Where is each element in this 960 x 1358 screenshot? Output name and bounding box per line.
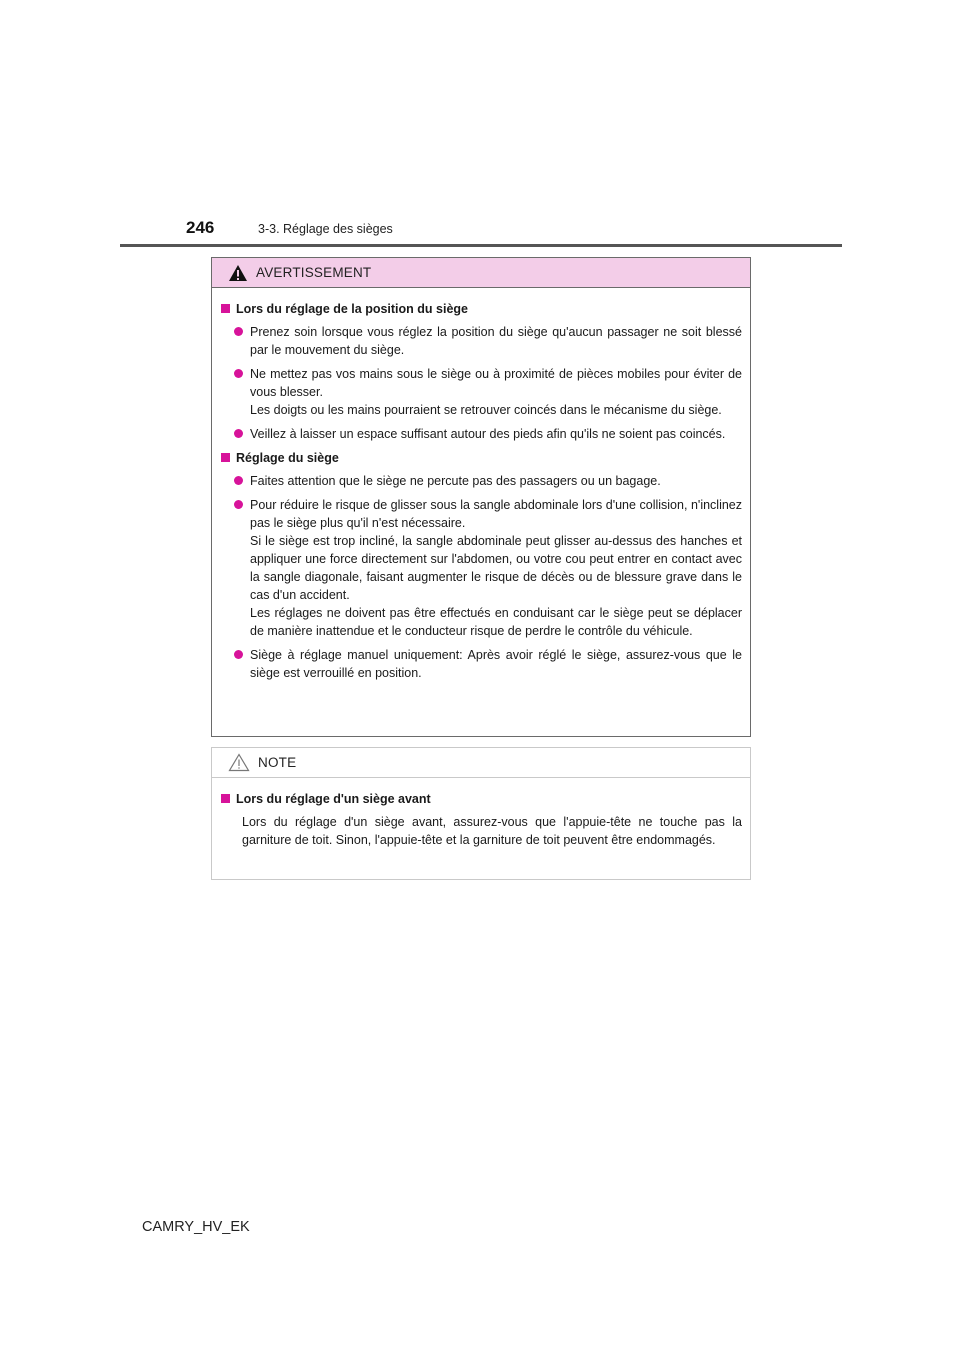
warning-heading-text: Lors du réglage de la position du siège	[236, 302, 468, 316]
square-bullet-icon	[221, 304, 230, 313]
list-item-text: Prenez soin lorsque vous réglez la position du siège qu'aucun passager ne soit blessé par le mouvement du siège.	[250, 325, 742, 357]
warning-heading	[220, 449, 742, 467]
circle-bullet-icon	[234, 369, 243, 378]
list-item-text: Pour réduire le risque de glisser sous la sangle abdominale lors d'une collision, n'inclinez pas le siège plus qu'il n'est nécessaire.	[250, 498, 742, 530]
page-number: 246	[186, 218, 215, 237]
list-item-text: Siège à réglage manuel uniquement: Après avoir réglé le siège, assurez-vous que le siège est verrouillé en position.	[250, 648, 742, 680]
square-bullet-icon	[221, 794, 230, 803]
footer-code: CAMRY_HV_EK	[142, 1219, 250, 1235]
note-box	[211, 747, 751, 880]
list-item-text: Les réglages ne doivent pas être effectués en conduisant car le siège peut se déplacer de manière inattendue et le conducteur risque de perdre le contrôle du véhicule.	[250, 606, 742, 638]
note-heading	[220, 790, 742, 808]
note-title: NOTE	[258, 755, 297, 770]
list-item	[234, 496, 742, 640]
list-item	[234, 365, 742, 419]
caution-triangle-outline-icon	[228, 753, 250, 772]
list-item	[234, 425, 742, 443]
square-bullet-icon	[221, 453, 230, 462]
warning-box	[211, 257, 751, 737]
warning-heading	[220, 300, 742, 318]
section-title: 3-3. Réglage des sièges	[258, 222, 393, 236]
list-item-text: Veillez à laisser un espace suffisant autour des pieds afin qu'ils ne soient pas coincés.	[250, 427, 726, 441]
note-header	[212, 748, 750, 778]
list-item	[234, 323, 742, 359]
header-divider	[120, 244, 842, 247]
circle-bullet-icon	[234, 429, 243, 438]
warning-heading-text: Réglage du siège	[236, 451, 339, 465]
list-item	[234, 472, 742, 490]
list-item-text: Les doigts ou les mains pourraient se retrouver coincés dans le mécanisme du siège.	[250, 403, 722, 417]
circle-bullet-icon	[234, 500, 243, 509]
circle-bullet-icon	[234, 327, 243, 336]
warning-triangle-icon	[228, 264, 248, 282]
circle-bullet-icon	[234, 650, 243, 659]
list-item-text: Si le siège est trop incliné, la sangle abdominale peut glisser au-dessus des hanches et appliquer une force directement sur l'abdomen, ou votre cou peut entrer en contact avec la sangle diagonale, faisant augmenter le risque de décès ou de blessure grave dans le cas d'un accident.	[250, 534, 742, 602]
warning-title: AVERTISSEMENT	[256, 265, 372, 280]
list-item	[234, 646, 742, 682]
note-body	[212, 778, 750, 849]
list-item-text: Ne mettez pas vos mains sous le siège ou à proximité de pièces mobiles pour éviter de vous blesser.	[250, 367, 742, 399]
note-text: Lors du réglage d'un siège avant, assurez-vous que l'appuie-tête ne touche pas la garniture de toit. Sinon, l'appuie-tête et la garniture de toit peuvent être endommagés.	[242, 815, 742, 847]
list-item-text: Faites attention que le siège ne percute pas des passagers ou un bagage.	[250, 474, 661, 488]
warning-body	[212, 288, 750, 682]
note-heading-text: Lors du réglage d'un siège avant	[236, 792, 431, 806]
warning-header	[212, 258, 750, 288]
circle-bullet-icon	[234, 476, 243, 485]
